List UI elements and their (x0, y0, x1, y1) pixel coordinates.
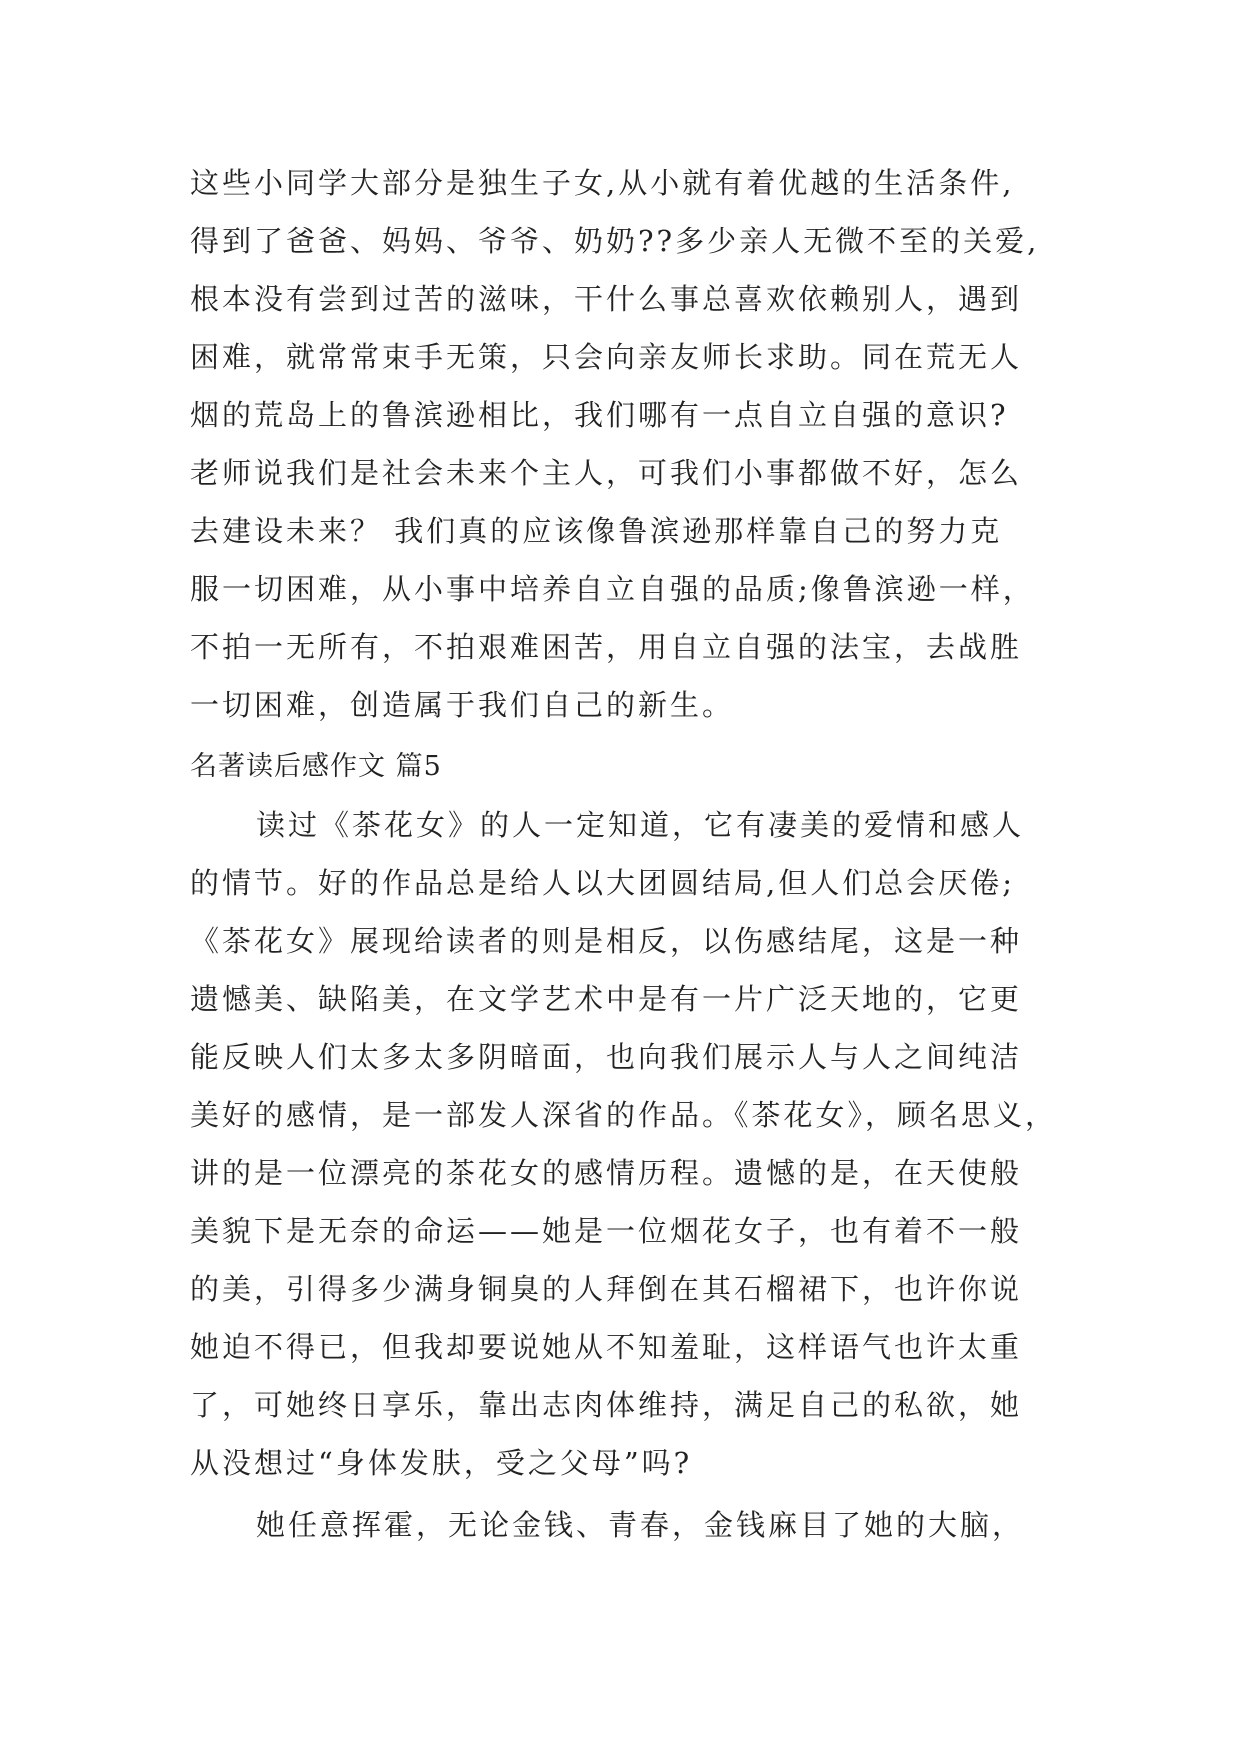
text-line: 从没想过“身体发肤，受之父母”吗? (190, 1446, 693, 1480)
section-paragraph-1 (190, 796, 1090, 1492)
continuation-paragraph (190, 154, 1090, 734)
text-line: 能反映人们太多太多阴暗面，也向我们展示人与人之间纯洁 (190, 1040, 1023, 1074)
text-line: 的情节。好的作品总是给人以大团圆结局,但人们总会厌倦; (190, 866, 1015, 900)
section-heading-block (190, 738, 1090, 796)
text-line: 她迫不得已，但我却要说她从不知羞耻，这样语气也许太重 (190, 1330, 1023, 1364)
text-line: 根本没有尝到过苦的滋味，干什么事总喜欢依赖别人，遇到 (190, 282, 1023, 316)
section-paragraph-2 (190, 1496, 1090, 1554)
text-line: 读过《茶花女》的人一定知道，它有凄美的爱情和感人 (256, 808, 1025, 842)
text-line: 《茶花女》展现给读者的则是相反，以伤感结尾，这是一种 (190, 924, 1023, 958)
text-line: 的美，引得多少满身铜臭的人拜倒在其石榴裙下，也许你说 (190, 1272, 1023, 1306)
section-heading: 名著读后感作文 篇5 (190, 751, 442, 782)
text-line: 讲的是一位漂亮的茶花女的感情历程。遗憾的是，在天使般 (190, 1156, 1023, 1190)
text-line: 她任意挥霍，无论金钱、青春，金钱麻目了她的大脑， (256, 1508, 1025, 1542)
text-line: 一切困难，创造属于我们自己的新生。 (190, 688, 735, 722)
text-line: 得到了爸爸、妈妈、爷爷、奶奶??多少亲人无微不至的关爱, (190, 224, 1040, 258)
text-line: 美貌下是无奈的命运——她是一位烟花女子，也有着不一般 (190, 1214, 1023, 1248)
text-line: 这些小同学大部分是独生子女,从小就有着优越的生活条件, (190, 166, 1015, 200)
text-line: 不拍一无所有，不拍艰难困苦，用自立自强的法宝，去战胜 (190, 630, 1023, 664)
text-line: 了，可她终日享乐，靠出志肉体维持，满足自己的私欲，她 (190, 1388, 1023, 1422)
text-line: 困难，就常常束手无策，只会向亲友师长求助。同在荒无人 (190, 340, 1023, 374)
text-line: 去建设未来？ 我们真的应该像鲁滨逊那样靠自己的努力克 (190, 514, 1003, 548)
text-line: 服一切困难，从小事中培养自立自强的品质;像鲁滨逊一样， (190, 572, 1035, 606)
text-line: 美好的感情，是一部发人深省的作品。《茶花女》，顾名思义， (190, 1098, 1058, 1132)
text-line: 遗憾美、缺陷美，在文学艺术中是有一片广泛天地的，它更 (190, 982, 1023, 1016)
text-line: 老师说我们是社会未来个主人，可我们小事都做不好，怎么 (190, 456, 1023, 490)
text-line: 烟的荒岛上的鲁滨逊相比，我们哪有一点自立自强的意识? (190, 398, 1009, 432)
